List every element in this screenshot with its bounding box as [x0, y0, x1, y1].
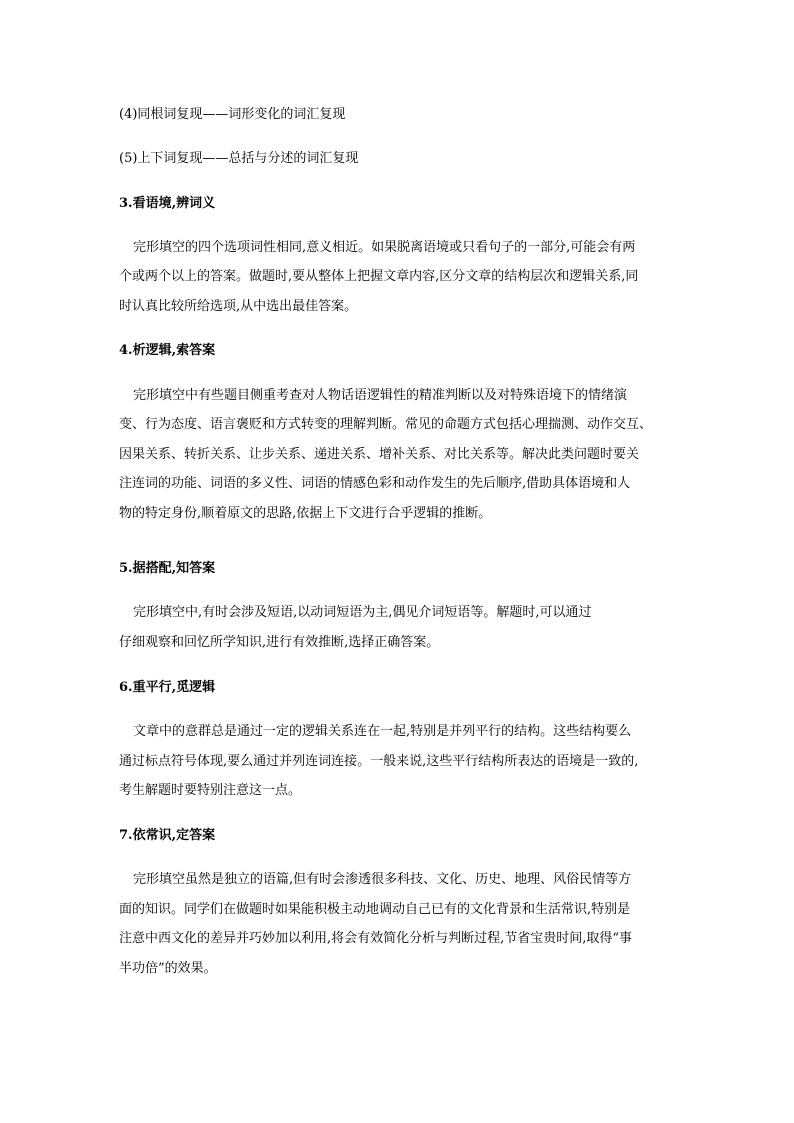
section-heading-3: 3.看语境,辨词义: [119, 196, 216, 211]
paragraph-line: 文章中的意群总是通过一定的逻辑关系连在一起,特别是并列平行的结构。这些结构要么: [133, 724, 632, 739]
list-item-4: (4)同根词复现——词形变化的词汇复现: [119, 107, 346, 122]
paragraph-line: 考生解题时要特别注意这一点。: [119, 783, 302, 798]
paragraph-line: 个或两个以上的答案。做题时,要从整体上把握文章内容,区分文章的结构层次和逻辑关系,同: [119, 269, 639, 284]
section-heading-5: 5.据搭配,知答案: [119, 561, 216, 576]
paragraph-line: 时认真比较所给选项,从中选出最佳答案。: [119, 299, 358, 314]
paragraph-line: 注意中西文化的差异并巧妙加以利用,将会有效简化分析与判断过程,节省宝贵时间,取得“事: [119, 931, 633, 946]
paragraph-line: 完形填空虽然是独立的语篇,但有时会渗透很多科技、文化、历史、地理、风俗民情等方: [133, 872, 632, 887]
paragraph-line: 完形填空中有些题目侧重考查对人物话语逻辑性的精准判断以及对特殊语境下的情绪演: [133, 388, 628, 403]
list-item-5: (5)上下词复现——总括与分述的词汇复现: [119, 151, 359, 166]
section-heading-7: 7.依常识,定答案: [119, 828, 216, 843]
paragraph-line: 注连词的功能、词语的多义性、词语的情感色彩和动作发生的先后顺序,借助具体语境和人: [119, 476, 631, 491]
paragraph-line: 半功倍”的效果。: [119, 961, 217, 976]
paragraph-line: 完形填空中,有时会涉及短语,以动词短语为主,偶见介词短语等。解题时,可以通过: [133, 605, 592, 620]
paragraph-line: 物的特定身份,顺着原文的思路,依据上下文进行合乎逻辑的推断。: [119, 506, 492, 521]
paragraph-line: 面的知识。同学们在做题时如果能积极主动地调动自己已有的文化背景和生活常识,特别是: [119, 902, 631, 917]
paragraph-line: 仔细观察和回忆所学知识,进行有效推断,选择正确答案。: [119, 635, 440, 650]
paragraph-line: 变、行为态度、语言褒贬和方式转变的理解判断。常见的命题方式包括心理揣测、动作交互、: [119, 417, 653, 432]
section-heading-6: 6.重平行,觅逻辑: [119, 680, 216, 695]
paragraph-line: 因果关系、转折关系、让步关系、递进关系、增补关系、对比关系等。解决此类问题时要关: [119, 447, 640, 462]
paragraph-line: 通过标点符号体现,要么通过并列连词连接。一般来说,这些平行结构所表达的语境是一致的,: [119, 754, 639, 769]
section-heading-4: 4.析逻辑,索答案: [119, 343, 216, 358]
paragraph-line: 完形填空的四个选项词性相同,意义相近。如果脱离语境或只看句子的一部分,可能会有两: [133, 240, 636, 255]
